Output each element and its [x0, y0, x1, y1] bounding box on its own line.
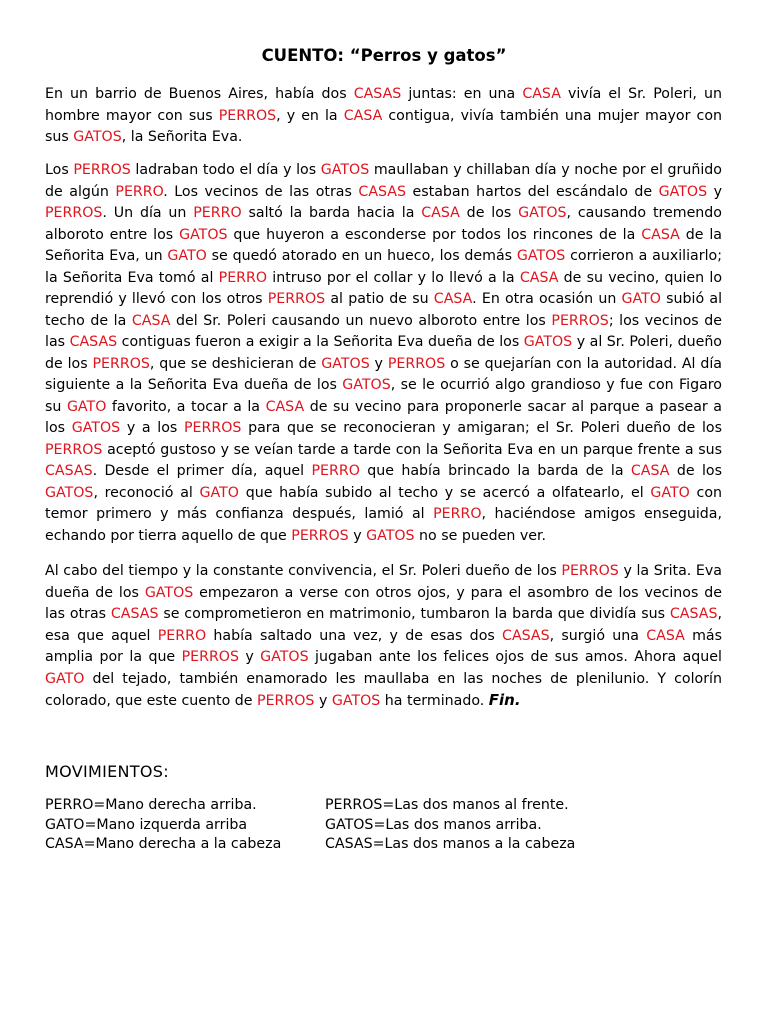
keyword: GATO	[45, 670, 85, 687]
keyword: GATOS	[45, 484, 94, 501]
story-text: del tejado, también enamorado les maullaba en las noches de plenilunio. Y colorín colorado, que este cuento de	[45, 670, 722, 709]
story-text: maullaban y chillaban día y noche por el gruñido de algún	[45, 162, 722, 200]
story-text: con temor primero y más confianza después, lamió al	[45, 484, 722, 522]
story-text: ; los vecinos de las	[45, 312, 723, 350]
story-text: . Desde el primer día, aquel	[92, 463, 312, 479]
keyword: GATO	[66, 398, 107, 415]
keyword: GATOS	[366, 527, 415, 544]
movement-description: =Las dos manos al frente.	[382, 797, 569, 813]
story-text: y	[314, 693, 332, 709]
keyword: GATOS	[71, 420, 121, 436]
story-text: y	[707, 183, 723, 200]
keyword: PERROS	[257, 693, 315, 709]
keyword: CASAS	[358, 183, 406, 200]
story-text: jugaban ante los felices ojos de sus amos. Ahora aquel	[308, 649, 722, 665]
keyword: PERRO	[157, 627, 207, 644]
story-text: había saltado una vez, y de esas dos	[206, 627, 503, 644]
story-text: se comprometieron en matrimonio, tumbaron la barda que dividía sus	[158, 606, 670, 622]
keyword: PERROS	[45, 205, 103, 221]
story-text: vivía el Sr. Poleri, un hombre mayor con sus	[45, 86, 722, 124]
movement-row	[45, 835, 745, 855]
keyword: PERROS	[551, 312, 609, 329]
keyword: PERROS	[181, 649, 239, 665]
story-text: saltó la barda hacia la	[241, 205, 422, 221]
keyword: CASAS	[502, 627, 550, 644]
story-text: contiguas fueron a exigir a la Señorita Eva dueña de los	[117, 334, 524, 350]
story-text: , surgió una	[549, 627, 647, 644]
movement-description: =Las dos manos arriba.	[373, 816, 542, 833]
story-text: de los	[459, 205, 519, 221]
keyword: CASAS	[45, 463, 93, 479]
story-text: . Los vecinos de las otras	[163, 183, 359, 200]
story-text: intruso por el collar y lo llevó a la	[267, 269, 520, 286]
keyword: CASA	[519, 269, 559, 286]
story-text: , esa que aquel	[45, 606, 722, 644]
movement-word: PERRO	[45, 797, 94, 813]
story-text: , causando tremendo alboroto entre los	[45, 205, 722, 243]
keyword: CASA	[265, 398, 305, 415]
movements-list	[45, 796, 745, 855]
keyword: CASA	[522, 86, 561, 102]
movement-single	[45, 816, 325, 836]
story-text: del Sr. Poleri causando un nuevo alboroto entre los	[170, 312, 552, 329]
keyword: PERRO	[433, 506, 482, 522]
story-text: subió al techo de la	[45, 291, 723, 329]
story-text: que había brincado la barda de la	[359, 463, 631, 479]
story-text: al patio de su	[325, 291, 434, 307]
keyword: PERROS	[218, 107, 277, 124]
keyword: PERROS	[561, 563, 619, 579]
story-text: y a los	[120, 420, 184, 436]
story-text: , se le ocurrió algo grandioso y fue con Figaro su	[45, 377, 722, 415]
movement-word: GATOS	[325, 816, 374, 833]
story-text: y la Srita. Eva dueña de los	[45, 563, 722, 601]
keyword: CASA	[630, 463, 670, 479]
keyword: GATOS	[144, 584, 194, 601]
story-text: se quedó atorado en un hueco, los demás	[206, 248, 517, 264]
movement-single	[45, 835, 325, 855]
keyword: GATOS	[342, 377, 391, 393]
story-text: corrieron a auxiliarlo; la Señorita Eva tomó al	[45, 248, 722, 286]
keyword: GATOS	[516, 248, 566, 264]
story-text: para que se reconocieran y amigaran; el Sr. Poleri dueño de los	[241, 420, 722, 436]
keyword: PERRO	[115, 183, 164, 200]
story-title: CUENTO: “Perros y gatos”	[261, 46, 507, 65]
keyword: CASA	[646, 627, 685, 644]
keyword: PERRO	[218, 269, 268, 286]
keyword: PERROS	[92, 355, 150, 372]
story-text: . En otra ocasión un	[472, 291, 622, 307]
story-text: más amplia por la que	[45, 627, 722, 665]
story-text: de los	[669, 463, 722, 479]
keyword: GATOS	[518, 205, 567, 221]
keyword: CASA	[343, 107, 383, 124]
paragraph-main	[45, 160, 722, 547]
movement-plural	[325, 816, 542, 836]
story-text: ha terminado.	[380, 693, 489, 709]
keyword: GATOS	[73, 129, 122, 145]
story-text: favorito, a tocar a la	[106, 398, 266, 415]
movement-word: CASAS	[325, 836, 373, 852]
story-text: o se quejarían con la autoridad. Al día siguiente a la Señorita Eva dueña de los	[45, 355, 722, 393]
movement-description: =Mano derecha a la cabeza	[83, 836, 282, 852]
story-text: Los	[45, 162, 74, 178]
keyword: CASA	[433, 291, 473, 307]
story-text: , reconoció al	[93, 484, 200, 501]
story-text: , y en la	[276, 107, 344, 124]
movement-word: GATO	[45, 816, 85, 833]
story-text: , haciéndose amigos enseguida, echando por tierra aquello de que	[45, 506, 722, 544]
movement-description: =Mano derecha arriba.	[93, 797, 257, 813]
movements-heading: MOVIMIENTOS:	[45, 762, 169, 781]
movement-word: CASA	[45, 836, 84, 852]
keyword: CASA	[131, 312, 171, 329]
story-text: En un barrio de Buenos Aires, había dos	[45, 86, 354, 102]
keyword: CASAS	[110, 606, 159, 622]
story-text: . Un día un	[102, 205, 194, 221]
story-text: , que se deshicieran de	[149, 355, 322, 372]
story-text: empezaron a verse con otros ojos, y para el asombro de los vecinos de las otras	[45, 584, 722, 622]
movement-row	[45, 816, 745, 836]
keyword: PERROS	[387, 355, 446, 372]
ending-word: Fin.	[488, 691, 521, 709]
movement-plural	[325, 796, 569, 816]
paragraph-ending	[45, 561, 722, 713]
keyword: GATO	[650, 484, 690, 501]
story-text: ladraban todo el día y los	[130, 162, 321, 178]
story-text: juntas: en una	[401, 86, 523, 102]
keyword: GATO	[199, 484, 239, 501]
keyword: GATOS	[658, 183, 708, 200]
paragraph-intro	[45, 84, 722, 149]
story-text: y al Sr. Poleri, dueño de los	[45, 334, 722, 372]
story-text: estaban hartos del escándalo de	[406, 183, 659, 200]
keyword: CASAS	[69, 334, 118, 350]
keyword: GATO	[621, 291, 661, 307]
story-text: de su vecino para proponerle sacar al parque a pasear a los	[45, 398, 722, 436]
keyword: GATOS	[320, 162, 370, 178]
story-text: , la Señorita Eva.	[121, 129, 243, 145]
story-text: de su vecino, quien lo reprendió y llevó con los otros	[45, 269, 723, 307]
story-text: que había subido al techo y se acercó a olfatearlo, el	[238, 484, 651, 501]
keyword: PERRO	[311, 463, 360, 479]
keyword: CASAS	[353, 86, 402, 102]
keyword: GATOS	[260, 649, 309, 665]
story-text: de la Señorita Eva, un	[45, 226, 723, 264]
keyword: GATOS	[321, 355, 370, 372]
keyword: PERROS	[73, 162, 131, 178]
movement-description: =Mano izquerda arriba	[84, 816, 248, 833]
keyword: GATOS	[179, 226, 228, 243]
keyword: PERROS	[291, 527, 349, 544]
story-text: y	[369, 355, 388, 372]
story-text: y	[238, 649, 261, 665]
story-text: contigua, vivía también una mujer mayor con sus	[45, 107, 722, 145]
story-text: y	[348, 527, 367, 544]
keyword: PERROS	[45, 441, 103, 458]
keyword: PERRO	[193, 205, 242, 221]
movement-plural	[325, 835, 575, 855]
movement-row	[45, 796, 745, 816]
movement-word: PERROS	[325, 797, 383, 813]
keyword: CASA	[641, 226, 680, 243]
story-text: Al cabo del tiempo y la constante convivencia, el Sr. Poleri dueño de los	[45, 563, 562, 579]
keyword: GATO	[167, 248, 207, 264]
story-text: aceptó gustoso y se veían tarde a tarde con la Señorita Eva en un parque frente a sus	[102, 441, 722, 458]
keyword: PERROS	[267, 291, 326, 307]
keyword: PERROS	[183, 420, 242, 436]
story-text: no se pueden ver.	[414, 527, 546, 544]
movement-single	[45, 796, 325, 816]
keyword: CASA	[421, 205, 460, 221]
story-text: que huyeron a esconderse por todos los rincones de la	[227, 226, 642, 243]
keyword: GATOS	[523, 334, 573, 350]
keyword: CASAS	[669, 606, 718, 622]
keyword: GATOS	[331, 693, 381, 709]
movement-description: =Las dos manos a la cabeza	[372, 836, 576, 852]
